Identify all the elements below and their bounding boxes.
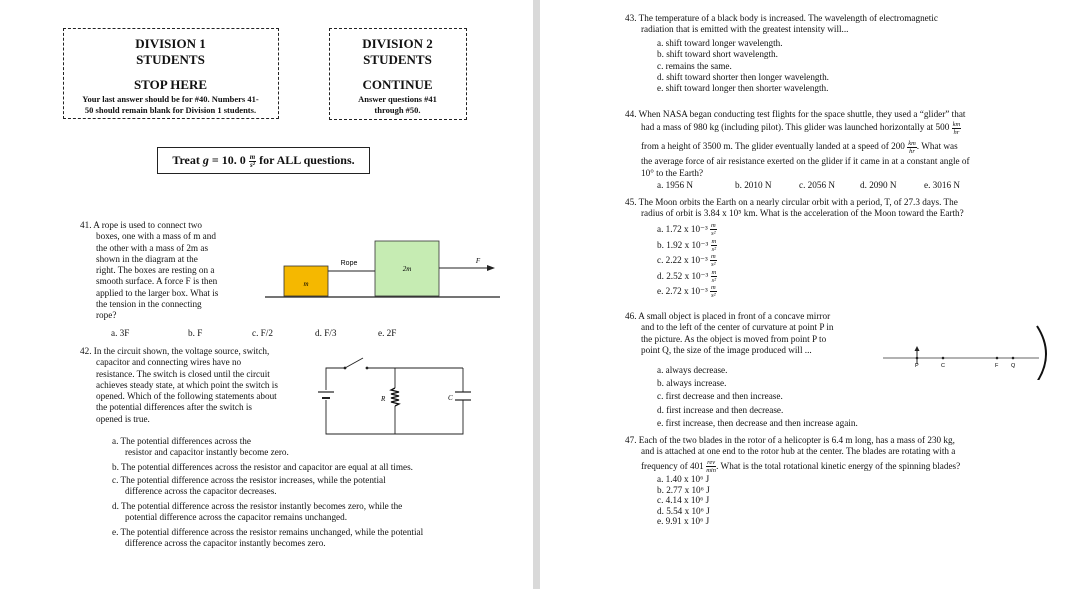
small-box-label: m [303,280,309,288]
large-box-label: 2m [402,265,412,273]
q47-option-e[interactable]: e. 9.91 x 10⁶ J [657,516,710,527]
division-1-title: DIVISION 1 [135,36,206,51]
question-44 [625,109,1065,179]
q42-option-d-line: d. The potential difference across the resistor instantly becomes zero, while the [112,501,403,511]
q45-option-c[interactable] [657,253,717,269]
q47-line-3-tail: . What is the total rotational kinetic energy of the spinning blades? [716,460,961,471]
q41-line: boxes, one with a mass of m and [96,231,216,242]
q45-option-b-unit [711,238,718,253]
q45-option-a[interactable] [657,222,717,238]
right-page [540,0,1080,589]
q44-line-1: 44. When NASA began conducting test flights for the space shuttle, they used a “glider” that [625,109,966,119]
q46-options [657,364,858,430]
q41-line: smooth surface. A force F is then [96,276,218,287]
q45-unit-den: s² [711,276,717,284]
q43-line: 43. The temperature of a black body is increased. The wavelength of electromagnetic [625,13,938,23]
circuit-top-wire-left [326,368,345,390]
question-43 [625,13,1045,36]
q44-line-3 [625,138,1065,156]
q45-options [657,222,717,300]
q45-unit-den: s² [711,261,716,269]
q44-option-e[interactable]: e. 3016 N [924,180,960,190]
question-42 [80,346,320,425]
q47-option-b[interactable]: b. 2.77 x 10⁶ J [657,484,710,495]
q47-line-1: 47. Each of the two blades in the rotor of a helicopter is 6.4 m long, has a mass of 230 kg, [625,435,955,445]
q42-option-e[interactable] [112,527,423,550]
q45-option-b-text: b. 1.92 x 10⁻³ [657,239,709,250]
q41-boxes-diagram [265,238,500,304]
q45-option-e-unit [710,284,717,299]
q44-option-d[interactable]: d. 2090 N [860,180,897,190]
q44-unit-2 [907,140,917,155]
q45-unit-num: m [711,253,716,261]
q41-option-b[interactable]: b. F [188,328,203,338]
q45-unit-num: m [711,268,717,276]
q44-line-3-text: from a height of 3500 m. The glider eventually landed at a speed of 200 [641,141,908,152]
q42-line: opened is true. [96,413,150,424]
gravity-unit-den: s² [250,160,255,169]
point-q-label: Q [1011,363,1016,369]
q45-option-d-text: d. 2.52 x 10⁻³ [657,270,709,281]
q41-line: shown in the diagram at the [96,253,198,264]
q47-option-a[interactable]: a. 1.40 x 10⁶ J [657,474,710,484]
q47-unit [706,459,716,474]
question-45 [625,197,1065,220]
q44-option-c[interactable]: c. 2056 N [799,180,835,190]
division-1-box [63,28,279,119]
q43-line: radiation that is emitted with the greatest intensity will... [641,24,849,35]
q43-option-c[interactable]: c. remains the same. [657,60,732,71]
q46-mirror-diagram [873,320,1053,380]
q45-option-e-text: e. 2.72 x 10⁻³ [657,286,708,296]
q41-line: the other with a mass of 2m as [96,242,209,253]
question-47 [625,435,1065,474]
q41-line: applied to the larger box. What is [96,287,219,298]
q45-option-a-text: a. 1.72 x 10⁻³ [657,224,708,234]
capacitor-label: C [448,394,453,402]
resistor-label: R [381,395,386,403]
q43-option-a[interactable]: a. shift toward longer wavelength. [657,38,783,48]
q43-option-d[interactable]: d. shift toward shorter then longer wavelength. [657,71,829,82]
q45-unit-den: s² [711,292,716,300]
q42-option-b-line: b. The potential differences across the resistor and capacitor are equal at all times. [112,462,413,472]
q42-option-c-line: difference across the capacitor decreases. [125,486,277,497]
point-f-dot [996,357,999,360]
q45-option-d[interactable] [657,269,717,285]
q45-line: 45. The Moon orbits the Earth on a nearly circular orbit with a period, T, of 27.3 days. The [625,197,958,207]
q43-options [657,38,829,94]
switch-blade [345,358,363,368]
q44-unit-1-num: km [952,120,961,128]
division-2-continue: CONTINUE [362,77,433,92]
q46-option-b[interactable]: b. always increase. [657,378,727,389]
q45-option-c-text: c. 2.22 x 10⁻³ [657,255,708,265]
gravity-symbol: g [202,153,209,167]
q47-options [657,474,710,527]
q43-option-b[interactable]: b. shift toward short wavelength. [657,49,778,60]
question-41 [80,220,260,322]
q45-option-d-unit [711,269,718,284]
division-1-students: STUDENTS [136,52,205,67]
q45-option-c-unit [710,253,717,268]
q42-option-c-line: c. The potential difference across the resistor increases, while the potential [112,475,386,485]
q41-option-e[interactable]: e. 2F [378,328,397,338]
q47-unit-num: rev [707,458,716,466]
point-c-label: C [941,363,945,369]
q44-line-2 [625,120,1065,138]
division-2-title: DIVISION 2 [362,36,433,51]
resistor-zigzag [391,388,399,406]
point-c-dot [942,357,945,360]
q46-line: and to the left of the center of curvature at point P in [641,322,834,333]
q44-line-3-tail: . What was [916,141,958,152]
point-f-label: F [995,363,999,369]
gravity-unit-num: m [249,152,256,161]
division-2-box [329,28,467,120]
q42-line: achieves steady state, at which point the switch is [96,379,278,390]
q44-unit-2-num: km [908,139,916,147]
q42-option-d[interactable] [112,501,402,524]
q45-unit-num: m [711,237,717,245]
q44-option-a[interactable]: a. 1956 N [657,180,693,190]
q45-option-a-unit [710,222,717,237]
q42-line: 42. In the circuit shown, the voltage source, switch, [80,346,270,356]
gravity-note-box [157,147,370,174]
q45-unit-den: s² [711,230,716,238]
q47-line-3-text: frequency of 401 [641,460,707,471]
q42-option-a-line: a. The potential differences across the [112,436,251,446]
q41-line: the tension in the connecting [96,299,202,310]
q43-option-e[interactable]: e. shift toward longer then shorter wavelength. [657,83,829,94]
q46-option-d[interactable]: d. first increase and then decrease. [657,404,784,415]
q42-option-e-line: difference across the capacitor instantly becomes zero. [125,538,326,549]
gravity-prefix: Treat [172,153,203,167]
question-46 [625,311,865,356]
q42-option-c[interactable] [112,475,386,498]
q41-line: right. The boxes are resting on a [96,265,215,276]
q46-line: 46. A small object is placed in front of a concave mirror [625,311,831,321]
q47-option-d[interactable]: d. 5.54 x 10⁶ J [657,505,710,516]
q45-option-e[interactable] [657,284,717,300]
q47-line-3 [625,458,1065,474]
q44-option-b[interactable]: b. 2010 N [735,180,772,190]
q41-option-c[interactable]: c. F/2 [252,328,273,338]
q42-line: capacitor and connecting wires have no [96,357,242,368]
q46-option-e[interactable]: e. first increase, then decrease and then increase again. [657,417,858,428]
division-1-note-1: Your last answer should be for #40. Numbers 41- [82,94,259,104]
q41-option-a[interactable]: a. 3F [111,328,130,338]
force-arrow-head [487,265,495,271]
q42-option-e-line: e. The potential difference across the resistor remains unchanged, while the potential [112,527,424,537]
q44-line-5: 10° to the Earth? [641,167,704,178]
q42-option-d-line: potential difference across the capacitor remains unchanged. [125,512,348,523]
q45-unit-den: s² [711,245,717,253]
rope-label: Rope [340,260,358,267]
q44-unit-2-den: hr [909,147,915,155]
q42-option-a-line: resistor and capacitor instantly become zero. [125,447,289,458]
division-2-note-2: through #50. [374,105,421,115]
division-1-stop: STOP HERE [133,77,208,92]
q42-line: the potential differences after the switch is [96,402,252,413]
q44-line-4: the average force of air resistance exerted on the glider if it came in at a constant angle of [641,156,970,167]
q47-option-c[interactable]: c. 4.14 x 10⁶ J [657,495,710,506]
q41-line: 41. A rope is used to connect two [80,220,202,230]
q44-unit-1-den: hr [953,128,960,136]
q46-option-c[interactable]: c. first decrease and then increase. [657,391,783,402]
q41-option-d[interactable]: d. F/3 [315,328,337,338]
gravity-value: = 10. 0 [208,153,249,167]
point-q-dot [1012,357,1015,360]
q46-line: point Q, the size of the image produced will ... [641,344,812,355]
object-arrow-head [915,346,920,351]
division-2-students: STUDENTS [363,52,432,67]
q44-unit-1 [952,121,962,136]
q45-option-b[interactable] [657,238,717,254]
switch-contact [366,367,369,370]
point-p-dot [916,357,919,360]
force-label: F [475,257,481,265]
q47-unit-den: min [706,466,716,474]
concave-mirror [1037,326,1046,380]
point-p-label: P [915,363,919,369]
q42-line: opened. Which of the following statements about [96,391,277,402]
circuit-right-wire-bottom [326,400,463,434]
q42-option-b[interactable] [112,462,413,473]
q46-line: the picture. As the object is moved from point P to [641,333,827,344]
gravity-suffix: for ALL questions. [256,153,355,167]
q42-line: resistance. The switch is closed until the circuit [96,368,270,379]
switch-pivot [344,367,347,370]
q47-line-2: and is attached at one end to the rotor hub at the center. The blades are rotating with a [641,446,956,457]
q42-option-a[interactable] [112,436,289,459]
q46-option-a[interactable]: a. always decrease. [657,365,728,375]
q45-unit-num: m [711,284,716,292]
division-2-note-1: Answer questions #41 [358,94,437,104]
q41-line: rope? [96,310,117,321]
division-1-note-2: 50 should remain blank for Division 1 students. [84,105,257,115]
q44-line-2-text: had a mass of 980 kg (including pilot). This glider was launched horizontally at 500 [641,122,952,133]
left-page [0,0,533,589]
q42-circuit-diagram [315,352,485,440]
q45-line: radius of orbit is 3.84 x 10⁵ km. What is the acceleration of the Moon toward the Earth? [641,208,964,219]
q45-unit-num: m [711,222,716,230]
